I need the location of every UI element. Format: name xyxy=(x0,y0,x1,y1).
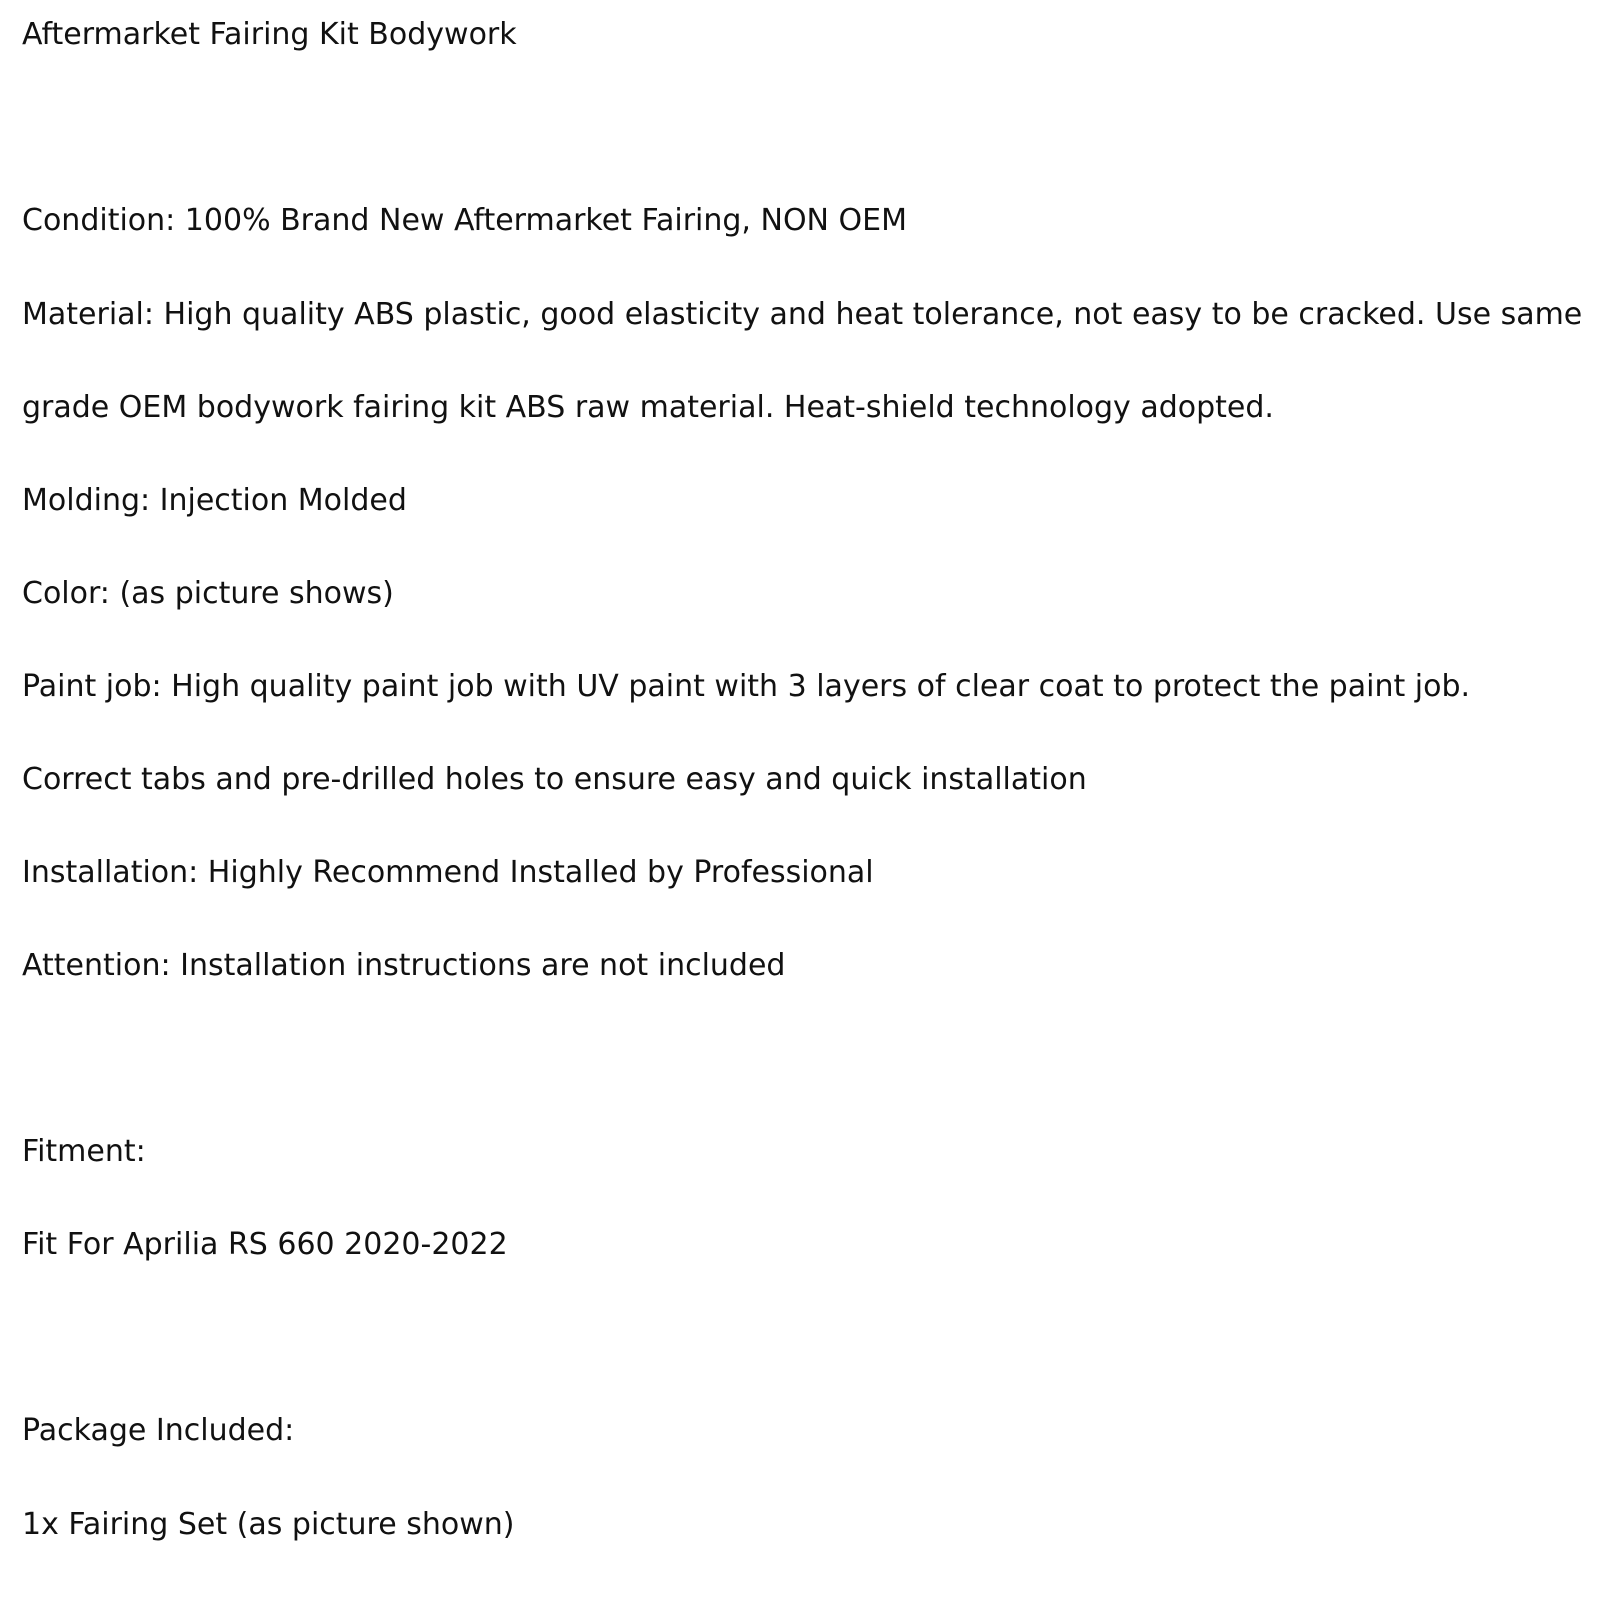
paint-job-text: Paint job: High quality paint job with UV paint with 3 layers of clear coat to protect the paint job. xyxy=(22,669,1471,704)
package-heading: Package Included: xyxy=(22,1413,295,1448)
material-text-line-2: grade OEM bodywork fairing kit ABS raw material. Heat-shield technology adopted. xyxy=(22,390,1274,425)
material-text-line-1: Material: High quality ABS plastic, good elasticity and heat tolerance, not easy to be cracked. Use same xyxy=(22,297,1583,332)
installation-text: Installation: Highly Recommend Installed by Professional xyxy=(22,855,874,890)
color-text: Color: (as picture shows) xyxy=(22,576,394,611)
attention-text: Attention: Installation instructions are not included xyxy=(22,948,786,983)
condition-text: Condition: 100% Brand New Aftermarket Fairing, NON OEM xyxy=(22,203,907,238)
page-title: Aftermarket Fairing Kit Bodywork xyxy=(22,17,517,52)
fitment-model: Fit For Aprilia RS 660 2020-2022 xyxy=(22,1227,508,1262)
fitment-heading: Fitment: xyxy=(22,1134,146,1169)
package-item: 1x Fairing Set (as picture shown) xyxy=(22,1507,515,1542)
molding-text: Molding: Injection Molded xyxy=(22,483,407,518)
tabs-text: Correct tabs and pre-drilled holes to ensure easy and quick installation xyxy=(22,762,1087,797)
